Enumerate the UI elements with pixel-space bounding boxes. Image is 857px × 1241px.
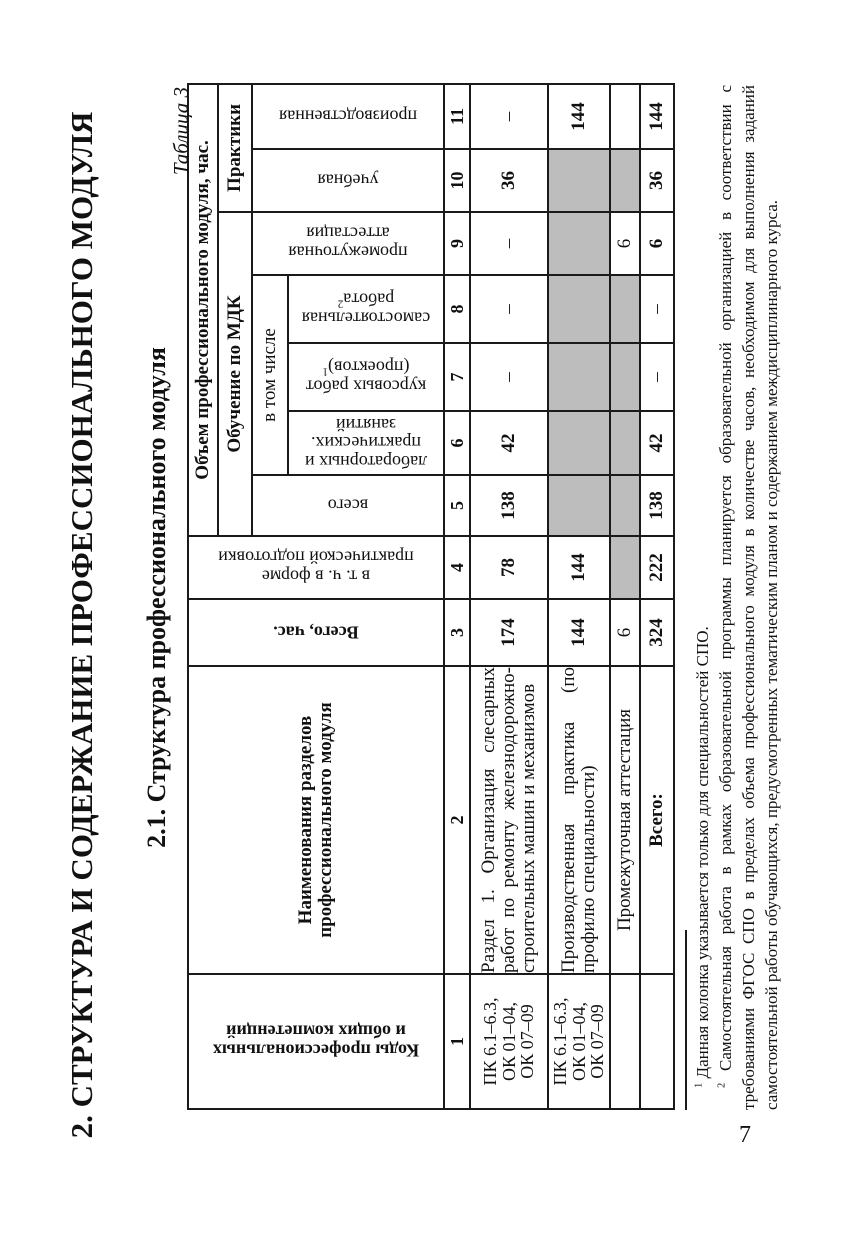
col-number: 11 <box>444 84 470 149</box>
cell-value: 6 <box>640 212 674 275</box>
cell-value: 324 <box>640 599 674 666</box>
cell-value: 36 <box>470 149 548 212</box>
col-number: 6 <box>444 411 470 475</box>
col-number: 5 <box>444 475 470 536</box>
cell-value: 42 <box>640 411 674 475</box>
header-total-hours: Всего, час. <box>188 599 444 666</box>
col-number: 8 <box>444 275 470 343</box>
cell-codes: ПК 6.1–6.3, ОК 01–04, ОК 07–09 <box>470 974 548 1109</box>
header-coursework: курсовых работ (проектов)$^1$ <box>288 343 444 411</box>
cell-shaded <box>548 475 610 536</box>
header-mdk-total: всего <box>252 475 444 536</box>
footnote-1 <box>691 85 714 1110</box>
cell-total-label: Всего: <box>640 666 674 974</box>
section-title: 2. СТРУКТУРА И СОДЕРЖАНИЕ ПРОФЕССИОНАЛЬНОГО МОДУЛЯ <box>64 111 99 1139</box>
cell-value: – <box>470 275 548 343</box>
cell-shaded <box>548 149 610 212</box>
cell-value: 144 <box>640 84 674 149</box>
col-number: 9 <box>444 212 470 275</box>
header-module-volume: Объем профессионального модуля, час. <box>188 84 218 536</box>
cell-section-name: Промежуточная аттестация <box>610 666 640 974</box>
header-practices: Практики <box>218 84 252 212</box>
cell-value: – <box>470 343 548 411</box>
header-row-a <box>188 84 218 1109</box>
header-self-work: самостоятельная работа$^2$ <box>288 275 444 343</box>
cell-value: – <box>470 84 548 149</box>
table-row-production-practice <box>548 84 610 1109</box>
cell-value: 42 <box>470 411 548 475</box>
col-number: 2 <box>444 666 470 974</box>
cell-shaded <box>610 275 640 343</box>
cell-value: 6 <box>610 212 640 275</box>
table-row-total <box>640 84 674 1109</box>
cell-value: 36 <box>640 149 674 212</box>
cell-value: 6 <box>610 599 640 666</box>
cell-value: – <box>640 343 674 411</box>
cell-value: 174 <box>470 599 548 666</box>
col-number: 7 <box>444 343 470 411</box>
subheading-row <box>141 85 193 1110</box>
header-lab-practical: лабораторных и практических. занятий <box>288 411 444 475</box>
cell-shaded <box>610 343 640 411</box>
page-number: 7 <box>739 1122 751 1148</box>
footnote-2 <box>714 85 783 1110</box>
footnote-2-marker: 2 <box>716 1082 728 1088</box>
cell-shaded <box>548 275 610 343</box>
cell-value: – <box>640 275 674 343</box>
cell-shaded <box>610 411 640 475</box>
col-number: 4 <box>444 536 470 599</box>
cell-value: 138 <box>470 475 548 536</box>
cell-shaded <box>610 536 640 599</box>
cell-value: 78 <box>470 536 548 599</box>
table-row-interim-assessment <box>610 84 640 1109</box>
cell-codes: ПК 6.1–6.3, ОК 01–04, ОК 07–09 <box>548 974 610 1109</box>
cell-value: 144 <box>548 84 610 149</box>
header-mdk-training: Обучение по МДК <box>218 212 252 536</box>
column-numbers-row <box>444 84 470 1109</box>
col-number: 3 <box>444 599 470 666</box>
cell-value: – <box>470 212 548 275</box>
header-practical-training: в т. ч. в форме практической подготовки <box>188 536 444 599</box>
header-including: в том числе <box>252 275 288 475</box>
cell-shaded <box>610 149 640 212</box>
cell-value: 138 <box>640 475 674 536</box>
footnote-separator <box>685 930 687 1110</box>
cell-section-name: Производственная практика (по профилю специальности) <box>548 666 610 974</box>
cell-shaded <box>610 475 640 536</box>
header-study-practice: учебная <box>252 149 444 212</box>
cell-codes <box>610 974 640 1109</box>
footnote-ref-1: 1 <box>322 366 329 378</box>
footnote-1-marker: 1 <box>693 1082 705 1088</box>
cell-empty <box>640 974 674 1109</box>
header-section-names: Наименования разделов профессионального модуля <box>188 666 444 974</box>
header-codes: Коды профессиональных и общих компетенций <box>188 974 444 1109</box>
rotated-landscape-content <box>57 85 795 1165</box>
cell-shaded <box>548 343 610 411</box>
header-interim-assessment: промежуточная аттестация <box>252 212 444 275</box>
cell-value: 222 <box>640 536 674 599</box>
cell-shaded <box>548 411 610 475</box>
cell-shaded <box>548 212 610 275</box>
table-row-section1 <box>470 84 548 1109</box>
table-number-label: Таблица 3 <box>169 87 193 176</box>
footnote-2-text: Самостоятельная работа в рамках образовательной программы планируется образовательной организацией в соответствии с требованиями ФГОС СПО в пределах объема профессионального модуля в количестве часов, необходимом для выполнения заданий самостоятельной работы обучающихся, предусмотренных тематическим планом и содержанием междисциплинарного курса. <box>716 85 781 1110</box>
footnotes <box>685 85 783 1110</box>
cell-value: 144 <box>548 599 610 666</box>
footnote-ref-2: 2 <box>337 298 344 310</box>
col-number: 10 <box>444 149 470 212</box>
module-structure-table <box>187 83 675 1110</box>
cell-empty <box>610 84 640 149</box>
cell-section-name: Раздел 1. Организация слесарных работ по ремонту железнодорожно-строительных машин и механизмов <box>470 666 548 974</box>
col-number: 1 <box>444 974 470 1109</box>
header-production-practice: производственная <box>252 84 444 149</box>
cell-value: 144 <box>548 536 610 599</box>
footnote-1-text: Данная колонка указывается только для специальностей СПО. <box>693 626 712 1079</box>
subsection-title: 2.1. Структура профессионального модуля <box>142 347 171 848</box>
